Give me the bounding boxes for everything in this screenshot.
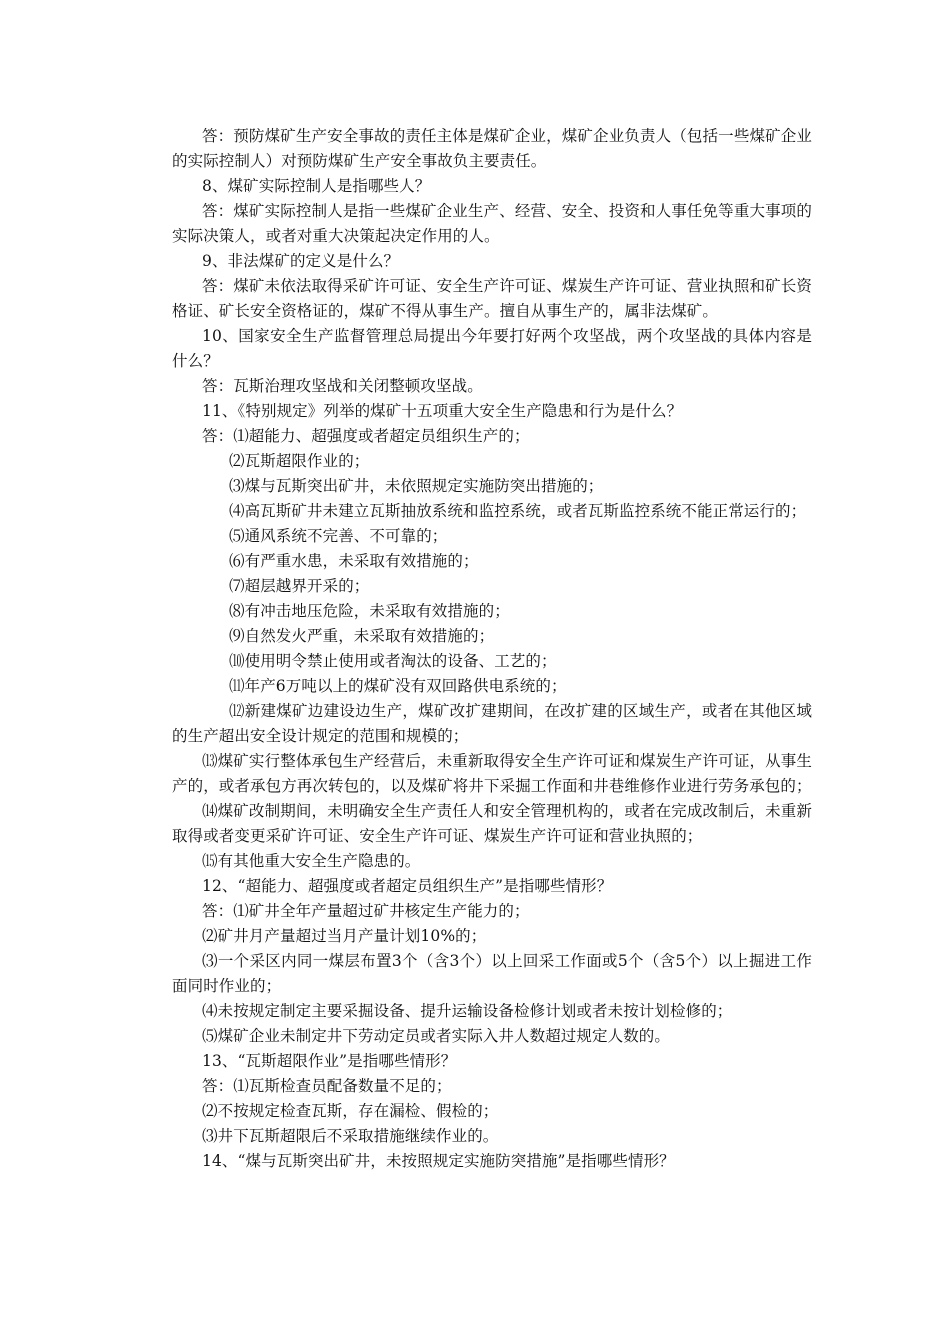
paragraph: ⑾年产6万吨以上的煤矿没有双回路供电系统的； [229, 677, 567, 695]
paragraph: ⒀煤矿实行整体承包生产经营后，未重新取得安全生产许可证和煤炭生产许可证，从事生产的，或者承包方再次转包的，以及煤矿将井下采掘工作面和井巷维修作业进行劳务承包的； [172, 752, 812, 795]
paragraph: ⑼自然发火严重，未采取有效措施的； [229, 627, 495, 645]
paragraph: 答：⑴瓦斯检查员配备数量不足的； [202, 1077, 452, 1095]
paragraph: 答：⑴超能力、超强度或者超定员组织生产的； [202, 427, 530, 445]
paragraph: ⒂有其他重大安全生产隐患的。 [202, 852, 421, 870]
paragraph: 12、“超能力、超强度或者超定员组织生产”是指哪些情形？ [202, 877, 613, 895]
paragraph: 答：预防煤矿生产安全事故的责任主体是煤矿企业，煤矿企业负责人（包括一些煤矿企业的实际控制人）对预防煤矿生产安全事故负主要责任。 [172, 127, 812, 170]
paragraph: 8、煤矿实际控制人是指哪些人？ [202, 177, 431, 195]
paragraph: ⑻有冲击地压危险，未采取有效措施的； [229, 602, 510, 620]
paragraph: ⒁煤矿改制期间，未明确安全生产责任人和安全管理机构的，或者在完成改制后，未重新取得或者变更采矿许可证、安全生产许可证、煤炭生产许可证和营业执照的； [172, 802, 812, 845]
paragraph: ⑶一个采区内同一煤层布置3个（含3个）以上回采工作面或5个（含5个）以上掘进工作面同时作业的； [172, 952, 812, 995]
paragraph: 答：瓦斯治理攻坚战和关闭整顿攻坚战。 [202, 377, 483, 395]
paragraph: ⑷未按规定制定主要采掘设备、提升运输设备检修计划或者未按计划检修的； [202, 1002, 733, 1020]
paragraph: ⑽使用明令禁止使用或者淘汰的设备、工艺的； [229, 652, 557, 670]
paragraph: ⑺超层越界开采的； [229, 577, 370, 595]
paragraph: ⑶煤与瓦斯突出矿井，未依照规定实施防突出措施的； [229, 477, 604, 495]
paragraph: ⑹有严重水患，未采取有效措施的； [229, 552, 479, 570]
paragraph: ⑸煤矿企业未制定井下劳动定员或者实际入井人数超过规定人数的。 [202, 1027, 671, 1045]
paragraph: 13、“瓦斯超限作业”是指哪些情形？ [202, 1052, 457, 1070]
paragraph: ⑵不按规定检查瓦斯，存在漏检、假检的； [202, 1102, 499, 1120]
paragraph: ⑵瓦斯超限作业的； [229, 452, 370, 470]
paragraph: 答：煤矿实际控制人是指一些煤矿企业生产、经营、安全、投资和人事任免等重大事项的实际决策人，或者对重大决策起决定作用的人。 [172, 202, 812, 245]
paragraph: 14、“煤与瓦斯突出矿井，未按照规定实施防突措施”是指哪些情形？ [202, 1152, 675, 1170]
paragraph: ⑵矿井月产量超过当月产量计划10%的； [202, 927, 487, 945]
paragraph: ⑸通风系统不完善、不可靠的； [229, 527, 448, 545]
paragraph: 答：⑴矿井全年产量超过矿井核定生产能力的； [202, 902, 530, 920]
paragraph: ⑶井下瓦斯超限后不采取措施继续作业的。 [202, 1127, 499, 1145]
paragraph: 9、非法煤矿的定义是什么？ [202, 252, 400, 270]
document-body [172, 124, 812, 1174]
paragraph: 10、国家安全生产监督管理总局提出今年要打好两个攻坚战，两个攻坚战的具体内容是什么？ [172, 327, 812, 370]
paragraph: 答：煤矿未依法取得采矿许可证、安全生产许可证、煤炭生产许可证、营业执照和矿长资格证、矿长安全资格证的，煤矿不得从事生产。擅自从事生产的，属非法煤矿。 [172, 277, 812, 320]
paragraph: ⑿新建煤矿边建设边生产，煤矿改扩建期间，在改扩建的区域生产，或者在其他区域的生产超出安全设计规定的范围和规模的； [172, 702, 812, 745]
paragraph: 11、《特别规定》列举的煤矿十五项重大安全生产隐患和行为是什么？ [202, 402, 683, 420]
paragraph: ⑷高瓦斯矿井未建立瓦斯抽放系统和监控系统，或者瓦斯监控系统不能正常运行的； [229, 502, 807, 520]
